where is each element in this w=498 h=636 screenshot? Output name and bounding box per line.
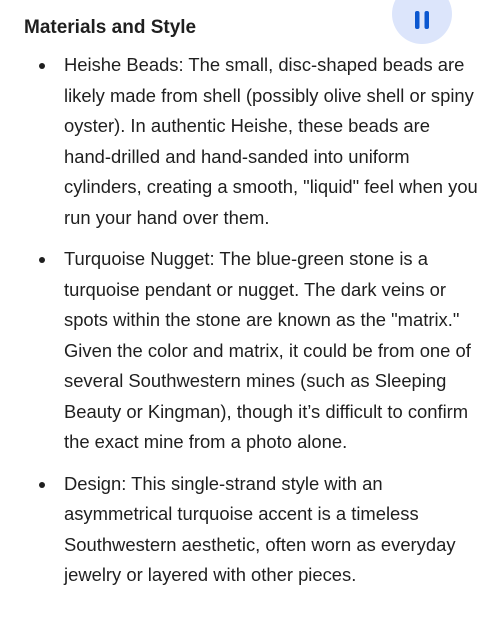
bullet-point [39,482,45,488]
list-item-turquoise-nugget [0,244,498,458]
pause-icon [413,0,431,30]
section-heading: Materials and Style [24,17,197,38]
bullet-point [39,257,45,263]
bullet-point [39,63,45,69]
list-item-text: Heishe Beads: The small, disc-shaped beads are likely made from shell (possibly olive shell or spiny oyster). In authentic Heishe, these beads are hand-drilled and hand-sanded into uniform cylinders, creating a smooth, "liquid" feel when you run your hand over them. [64,54,478,228]
list-item-text: Turquoise Nugget: The blue-green stone is a turquoise pendant or nugget. The dark veins or spots within the stone are known as the "matrix." Given the color and matrix, it could be from one of several Southwestern mines (such as Sleeping Beauty or Kingman), though it’s difficult to confirm the exact mine from a photo alone. [64,248,471,452]
pause-button[interactable] [392,0,452,44]
materials-list [0,50,498,591]
list-item-text: Design: This single-strand style with an asymmetrical turquoise accent is a timeless Southwestern aesthetic, often worn as everyday jewelry or layered with other pieces. [64,472,456,585]
list-item-design [0,469,498,591]
list-item-heishe-beads [0,50,498,233]
